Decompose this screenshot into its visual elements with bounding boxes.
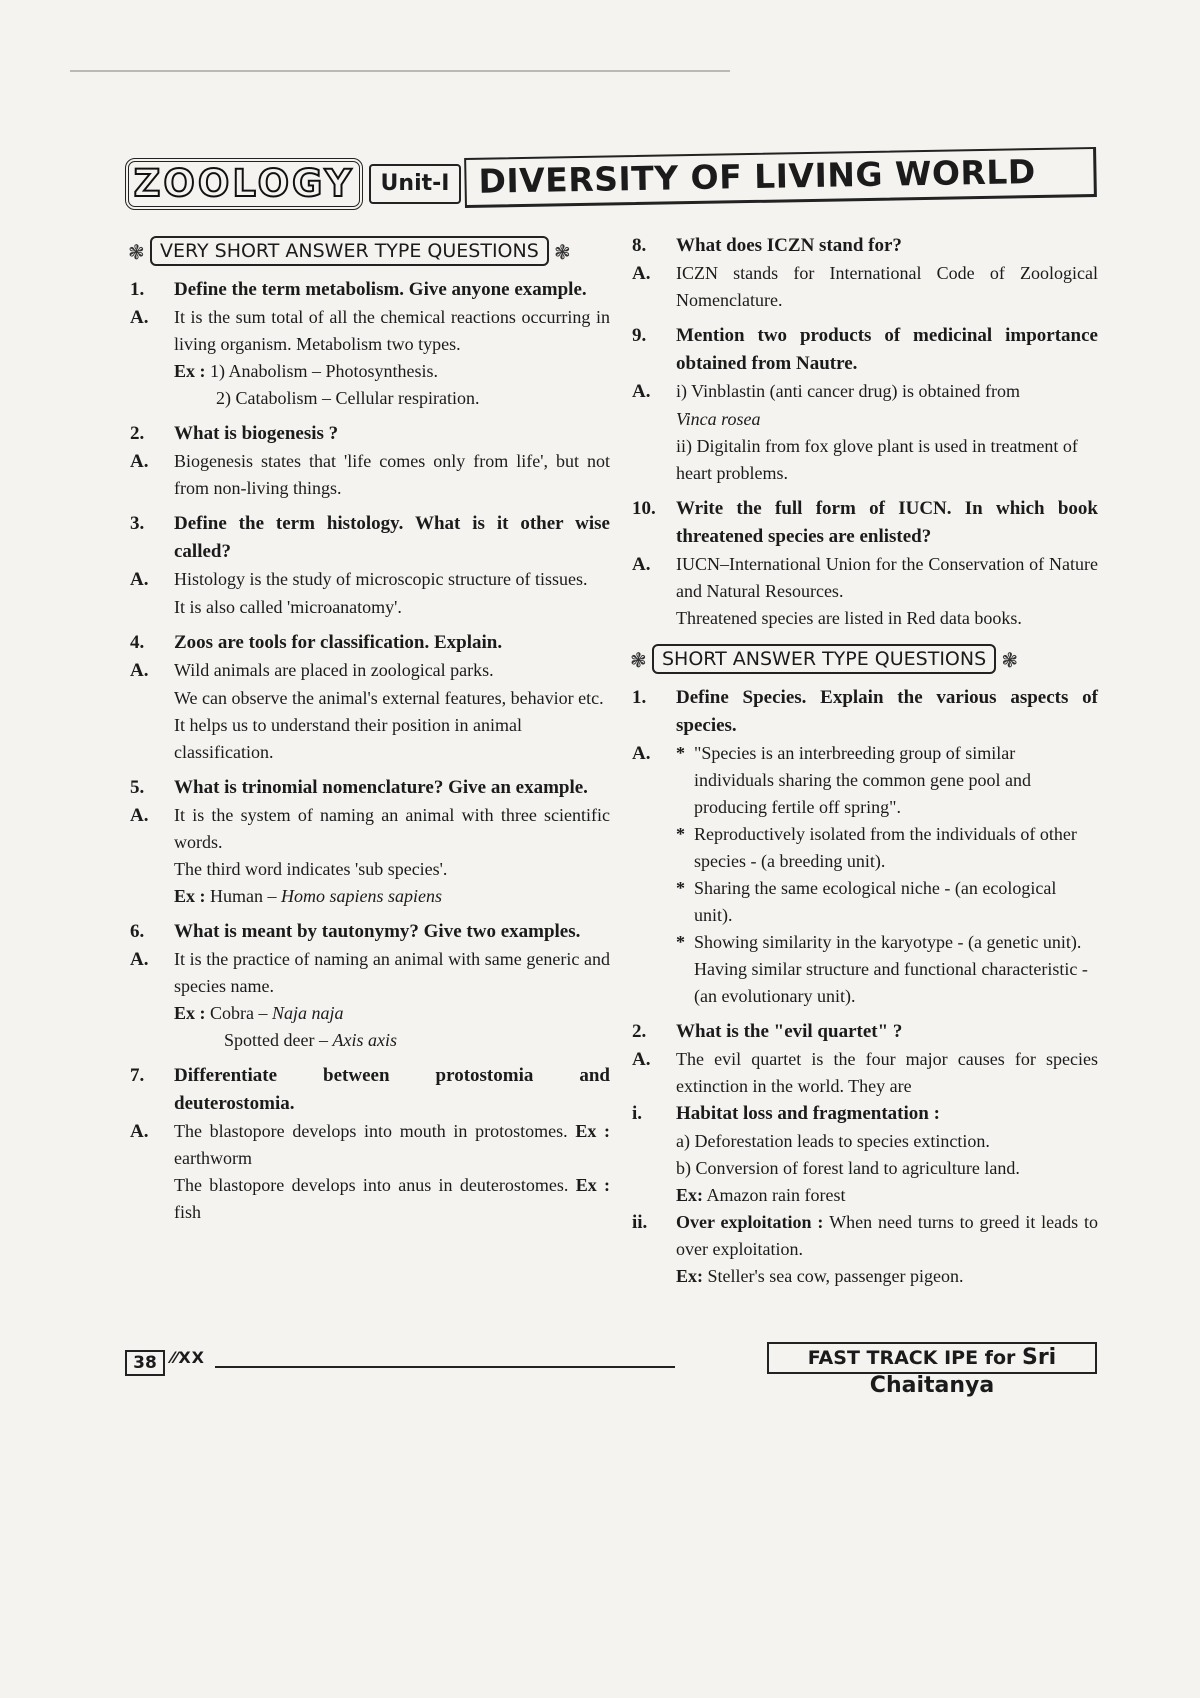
brand-box — [767, 1342, 1097, 1398]
question-1 — [130, 276, 610, 412]
example-line — [130, 883, 610, 910]
answer-text: Biogenesis states that 'life comes only from life', but not from non-living things. — [174, 451, 610, 498]
bullet-item — [676, 740, 1098, 821]
answer-part: When need turns to greed it leads to over exploitation. — [676, 1212, 1099, 1259]
page-number: 38 — [125, 1350, 165, 1376]
brand-text: FAST TRACK IPE for — [807, 1347, 1022, 1369]
example-text: Amazon rain forest — [706, 1185, 846, 1205]
answer-bullets — [676, 740, 1098, 1010]
answer-text: b) Conversion of forest land to agriculture land. — [676, 1158, 1020, 1178]
example-text: 1) Anabolism – Photosynthesis. — [210, 361, 439, 381]
question-text: What is trinomial nomenclature? Give an example. — [174, 777, 588, 798]
example-line — [130, 358, 610, 385]
ornament-icon: ❃ — [554, 240, 571, 264]
example-text: Spotted deer – — [224, 1030, 333, 1050]
sub-number: i. — [632, 1103, 643, 1124]
answer-text: ii) Digitalin from fox glove plant is used in treatment of heart problems. — [676, 436, 1078, 483]
ex-label: Ex : — [174, 1003, 206, 1023]
question-5 — [130, 774, 610, 910]
example-line — [632, 1182, 1098, 1209]
answer-label: A. — [130, 660, 149, 681]
answer-label: A. — [632, 263, 651, 284]
subject-logo: ZOOLOGY — [125, 158, 363, 210]
answer-text — [174, 1118, 610, 1172]
star-icon: * — [676, 878, 685, 898]
ex-label: Ex : — [174, 361, 206, 381]
short-question-2 — [632, 1018, 1098, 1290]
answer-text: It is also called 'microanatomy'. — [174, 597, 402, 617]
page-header — [125, 152, 1097, 210]
question-text: Differentiate between protostomia and deuterostomia. — [174, 1065, 610, 1114]
right-column — [632, 232, 1098, 1298]
answer-text — [130, 1172, 610, 1226]
answer-label: A. — [130, 805, 149, 826]
sub-number: ii. — [632, 1212, 648, 1233]
ex-label: Ex : — [174, 886, 206, 906]
answer-text: Histology is the study of microscopic structure of tissues. — [174, 569, 588, 589]
answer-label: A. — [632, 381, 651, 402]
example-italic: Homo sapiens sapiens — [281, 886, 442, 906]
question-number: 4. — [130, 632, 145, 653]
ex-label: Ex: — [676, 1185, 703, 1205]
page-footer — [125, 1342, 1097, 1398]
answer-label: A. — [130, 307, 149, 328]
sub-heading: Over exploitation : — [676, 1212, 830, 1232]
answer-text: Wild animals are placed in zoological parks. — [174, 660, 494, 680]
answer-text: It helps us to understand their position in animal classification. — [174, 715, 522, 762]
question-number: 9. — [632, 325, 647, 346]
answer-text: i) Vinblastin (anti cancer drug) is obtained from — [676, 381, 1020, 401]
question-number: 3. — [130, 513, 145, 534]
section-title: SHORT ANSWER TYPE QUESTIONS — [662, 648, 987, 670]
answer-text — [676, 1209, 1098, 1263]
answer-text: It is the sum total of all the chemical reactions occurring in living organism. Metabolism two types. — [174, 307, 610, 354]
answer-part: The blastopore develops into anus in deuterostomes. — [174, 1175, 576, 1195]
bullet-item — [676, 875, 1098, 929]
question-number: 2. — [130, 423, 145, 444]
footer-rule — [215, 1366, 675, 1368]
bullet-text: Sharing the same ecological niche - (an ecological unit). — [694, 878, 1057, 925]
ex-label: Ex : — [575, 1121, 611, 1141]
example-line — [632, 1263, 1098, 1290]
answer-label: A. — [632, 743, 651, 764]
question-7 — [130, 1062, 610, 1226]
star-icon: * — [676, 743, 685, 763]
answer-text: Threatened species are listed in Red data books. — [676, 608, 1022, 628]
question-number: 6. — [130, 921, 145, 942]
brand-name: Sri Chaitanya — [869, 1345, 1057, 1398]
footer-ornament: ⁄⁄XX — [171, 1348, 206, 1367]
question-number: 1. — [632, 687, 647, 708]
question-number: 5. — [130, 777, 145, 798]
star-icon: * — [676, 824, 685, 844]
answer-text: The third word indicates 'sub species'. — [174, 859, 448, 879]
question-6 — [130, 918, 610, 1054]
bullet-item — [676, 929, 1098, 1010]
question-text: What is biogenesis ? — [174, 423, 339, 444]
example-text: Human – — [210, 886, 281, 906]
question-text: What is the "evil quartet" ? — [676, 1021, 903, 1042]
answer-text: a) Deforestation leads to species extinction. — [676, 1131, 990, 1151]
answer-label: A. — [632, 554, 651, 575]
example-line — [130, 1000, 610, 1027]
question-text: What does ICZN stand for? — [676, 235, 902, 256]
question-number: 7. — [130, 1065, 145, 1086]
answer-label: A. — [632, 1049, 651, 1070]
short-question-1 — [632, 684, 1098, 1010]
answer-part: The blastopore develops into mouth in protostomes. — [174, 1121, 576, 1141]
example-italic: Naja naja — [272, 1003, 344, 1023]
ex-label: Ex: — [676, 1266, 703, 1286]
question-text: Mention two products of medicinal importance obtained from Nautre. — [676, 325, 1098, 374]
left-column — [130, 232, 610, 1234]
sub-heading: Habitat loss and fragmentation : — [676, 1103, 940, 1124]
answer-text: It is the practice of naming an animal with same generic and species name. — [174, 949, 610, 996]
example-text: earthworm — [174, 1148, 252, 1168]
answer-text: It is the system of naming an animal with three scientific words. — [174, 805, 610, 852]
question-8 — [632, 232, 1098, 314]
answer-italic: Vinca rosea — [676, 409, 761, 429]
question-4 — [130, 629, 610, 766]
section-very-short — [128, 236, 571, 266]
question-text: Write the full form of IUCN. In which book threatened species are enlisted? — [676, 498, 1098, 547]
question-3 — [130, 510, 610, 621]
question-text: Define the term metabolism. Give anyone example. — [174, 279, 587, 300]
answer-text: We can observe the animal's external features, behavior etc. — [174, 688, 604, 708]
bullet-text: Reproductively isolated from the individuals of other species - (a breeding unit). — [694, 824, 1077, 871]
star-icon: * — [676, 932, 685, 952]
answer-text: IUCN–International Union for the Conservation of Nature and Natural Resources. — [676, 554, 1098, 601]
question-text: What is meant by tautonymy? Give two examples. — [174, 921, 581, 942]
answer-label: A. — [130, 949, 149, 970]
question-number: 8. — [632, 235, 647, 256]
bullet-text: "Species is an interbreeding group of similar individuals sharing the common gene pool and producing fertile off spring". — [694, 743, 1031, 817]
question-number: 2. — [632, 1021, 647, 1042]
example-italic: Axis axis — [332, 1030, 397, 1050]
example-line — [130, 1027, 610, 1054]
answer-label: A. — [130, 1121, 149, 1142]
ornament-icon: ❃ — [128, 240, 145, 264]
section-title: VERY SHORT ANSWER TYPE QUESTIONS — [160, 240, 539, 262]
example-text: Steller's sea cow, passenger pigeon. — [707, 1266, 964, 1286]
bullet-item — [676, 821, 1098, 875]
answer-label: A. — [130, 569, 149, 590]
ornament-icon: ❃ — [630, 648, 647, 672]
example-line: 2) Catabolism – Cellular respiration. — [216, 388, 480, 408]
example-text: fish — [174, 1202, 201, 1222]
question-text: Define the term histology. What is it other wise called? — [174, 513, 610, 562]
unit-title-box — [464, 147, 1097, 208]
question-10 — [632, 495, 1098, 632]
question-number: 1. — [130, 279, 145, 300]
ex-label: Ex : — [575, 1175, 611, 1195]
example-text: Cobra – — [210, 1003, 272, 1023]
bullet-text: Showing similarity in the karyotype - (a genetic unit). Having similar structure and functional characteristic - (an evolutionary unit). — [694, 932, 1088, 1006]
answer-text: The evil quartet is the four major causes for species extinction in the world. They are — [676, 1049, 1098, 1096]
question-9 — [632, 322, 1098, 487]
unit-label: Unit-I — [369, 164, 461, 204]
answer-text: ICZN stands for International Code of Zoological Nomenclature. — [676, 263, 1098, 310]
ornament-icon: ❃ — [1001, 648, 1019, 672]
section-short — [630, 644, 1019, 674]
question-number: 10. — [632, 498, 656, 519]
question-text: Define Species. Explain the various aspects of species. — [676, 687, 1098, 736]
question-text: Zoos are tools for classification. Explain. — [174, 632, 503, 653]
answer-label: A. — [130, 451, 149, 472]
top-scan-line — [70, 70, 730, 72]
unit-title: DIVERSITY OF LIVING WORLD — [478, 152, 1037, 201]
question-2 — [130, 420, 610, 502]
